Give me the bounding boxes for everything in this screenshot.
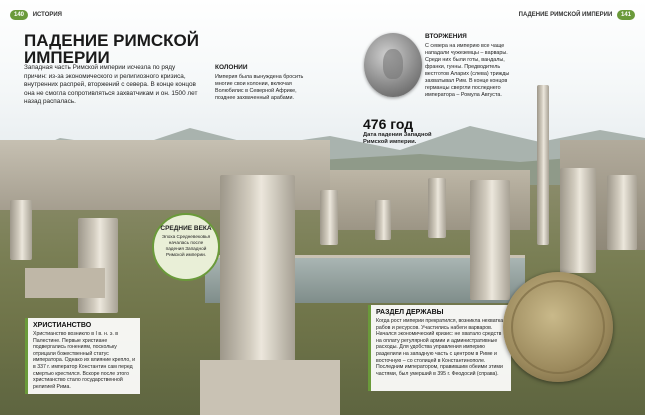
colonies-heading: КОЛОНИИ bbox=[215, 64, 248, 71]
division-text: Когда рост империи прекратился, возникла нехватка рабов и ресурсов. Участились набеги варваров. Начался экономический кризис: не хватало средств на оплату регулярной армии и административные расходы. Для удобства управления империю разделили на западную часть с центром в Риме и восточную – со столицей в Константинополе. Последним императором, правившим обеими этими частями, был умерший в 395 г. Феодосий (справа). bbox=[376, 318, 504, 377]
christianity-text: Христианство возникло в I в. н. э. в Палестине. Первые христиане подвергались гонениям, поскольку отрицали божественный статус императора. Однако их влияние крепло, и в 337 г. император Константин сам перед смертью крестился. Вскоре после этого христианство стало государственной религией Рима. bbox=[33, 331, 136, 390]
column-large bbox=[220, 175, 295, 385]
ruin-block bbox=[25, 268, 105, 298]
right-section-title: ПАДЕНИЕ РИМСКОЙ ИМПЕРИИ bbox=[518, 12, 613, 18]
division-heading: РАЗДЕЛ ДЕРЖАВЫ bbox=[376, 309, 444, 316]
column bbox=[607, 175, 637, 250]
invasions-text: С севера на империю все чаще нападали чужеземцы – варвары. Среди них были готы, вандалы, франки, гунны. Предводитель вестготов Аларих (слева) трижды захватывал Рим. В конце концов германцы свергли последнего императора – Ромула Августа. bbox=[425, 43, 510, 98]
column bbox=[320, 190, 338, 245]
right-page-header bbox=[519, 10, 635, 20]
column bbox=[560, 168, 596, 273]
christianity-box bbox=[25, 318, 140, 394]
left-section-title: ИСТОРИЯ bbox=[32, 12, 62, 18]
middle-ages-badge bbox=[152, 213, 220, 281]
column bbox=[428, 178, 446, 238]
column bbox=[375, 200, 391, 240]
right-page-number: 141 bbox=[617, 10, 635, 20]
column bbox=[10, 200, 32, 260]
column-capital bbox=[78, 218, 118, 313]
middle-ages-text: Эпоха Средневековья началась после падения Западной Римской империи. bbox=[161, 234, 211, 257]
alaric-coin-image bbox=[364, 33, 422, 97]
theodosius-medallion-image bbox=[503, 272, 613, 382]
intro-paragraph: Западная часть Римской империи исчезла по ряду причин: из-за экономического и религиозного кризиса, внутренних распрей, вторжений с севера. В конце концов она не смогла сопротивляться захватчикам и он. 1500 лет назад распалась. bbox=[24, 64, 198, 106]
invasions-heading: ВТОРЖЕНИЯ bbox=[425, 33, 467, 40]
fact-year: 476 год bbox=[363, 116, 414, 132]
middle-ages-heading: СРЕДНИЕ ВЕКА bbox=[160, 225, 212, 232]
colonies-text: Империя была вынуждена бросить многие свои колонии, включая Волюбилис в Северной Африке, позднее захваченный арабами. bbox=[215, 74, 304, 101]
christianity-heading: ХРИСТИАНСТВО bbox=[33, 322, 92, 329]
left-page-header bbox=[10, 10, 62, 20]
column-base bbox=[200, 360, 340, 415]
column-tall bbox=[537, 85, 549, 245]
page-title: ПАДЕНИЕ РИМСКОЙ ИМПЕРИИ bbox=[24, 31, 199, 67]
column bbox=[470, 180, 510, 300]
division-box bbox=[368, 305, 511, 391]
left-page-number: 140 bbox=[10, 10, 28, 20]
fact-caption: Дата падения Западной Римской империи. bbox=[363, 132, 432, 145]
